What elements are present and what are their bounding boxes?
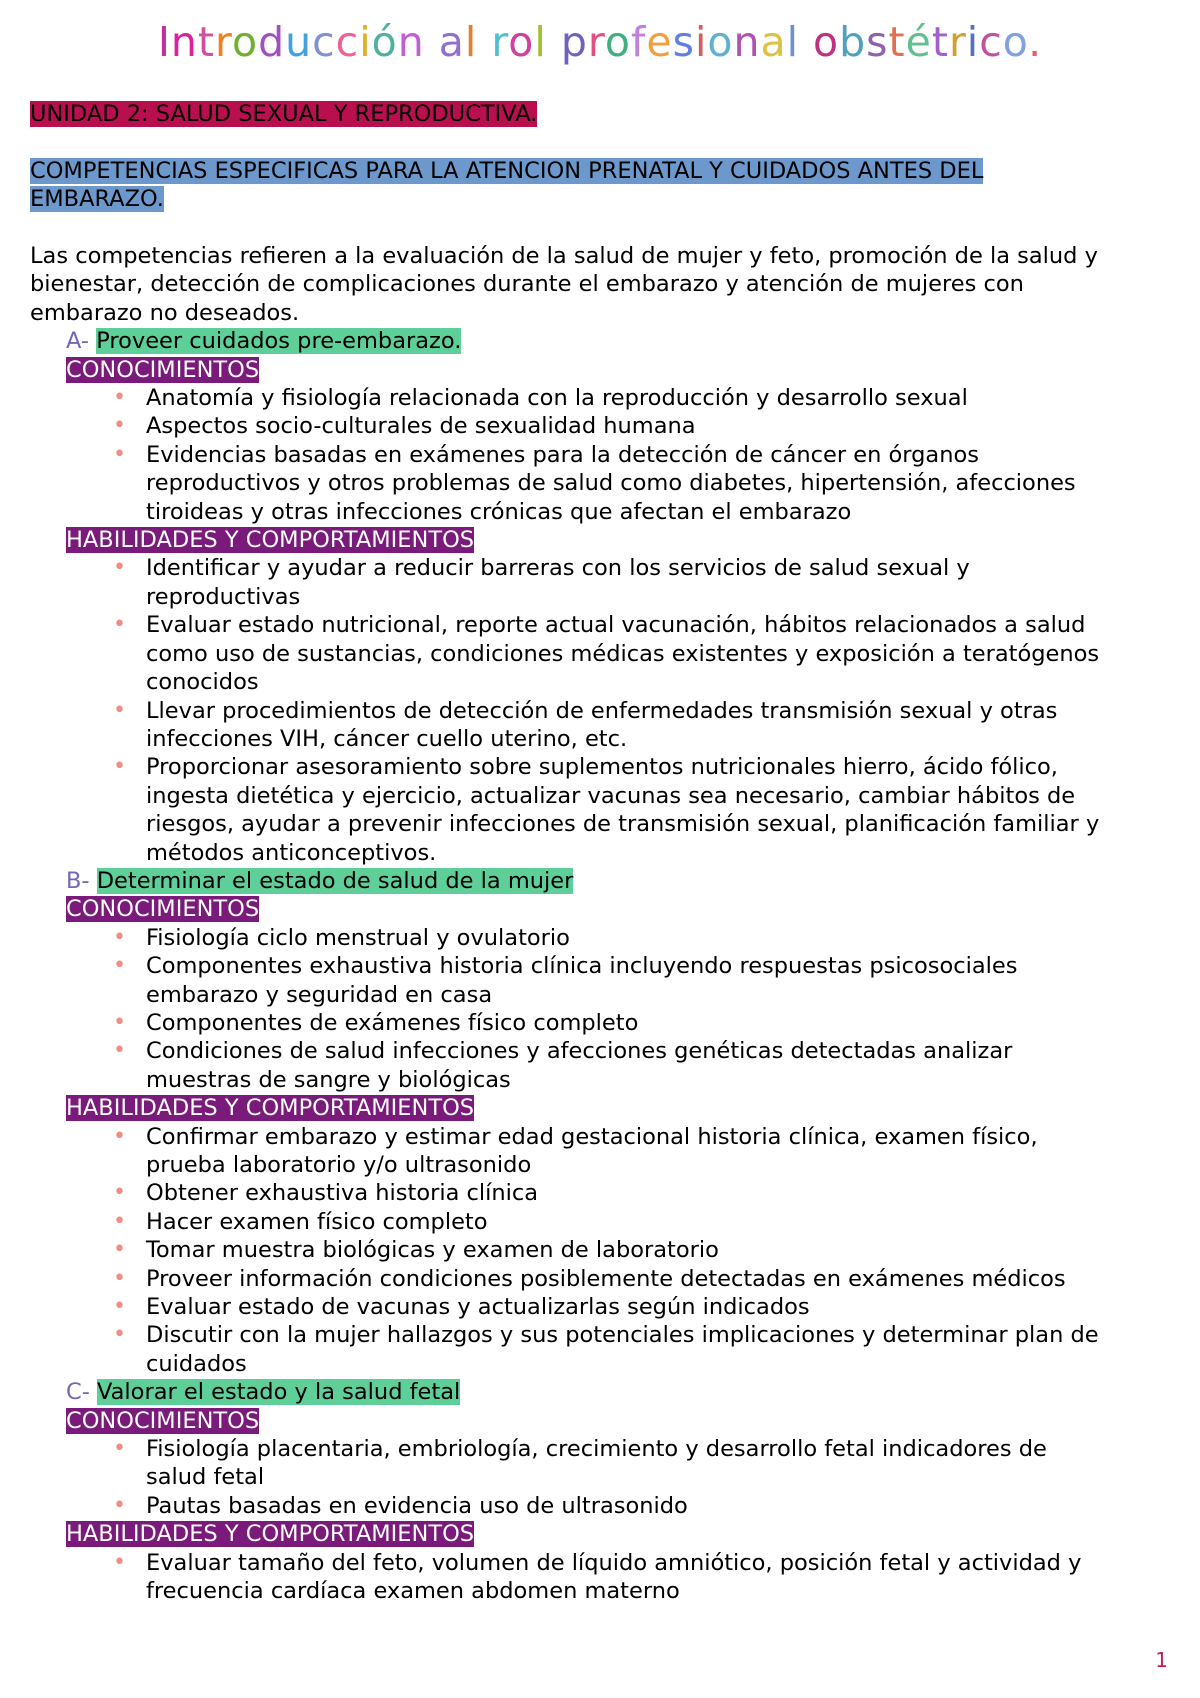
- section-heading: [30, 867, 1180, 895]
- list-item: [146, 1492, 1180, 1520]
- list-item: [146, 753, 1180, 867]
- list-item: [146, 441, 1180, 526]
- list-item-line: • Obtener exhaustiva historia clínica: [146, 1180, 539, 1207]
- knowledge-heading: [30, 1407, 1180, 1435]
- knowledge-label: CONOCIMIENTOS: [66, 896, 260, 923]
- list-item-line: • Evaluar tamaño del feto, volumen de líquido amniótico, posición fetal y actividad y: [146, 1549, 1082, 1576]
- skills-heading: [30, 1094, 1180, 1122]
- list-item-line: • Pautas basadas en evidencia uso de ultrasonido: [146, 1492, 688, 1519]
- section-title: Proveer cuidados pre-embarazo.: [96, 328, 462, 355]
- list-item-line: riesgos, ayudar a prevenir infecciones de transmisión sexual, planificación familiar y: [146, 811, 1100, 838]
- list-item-line: como uso de sustancias, condiciones médicas existentes y exposición a teratógenos: [146, 640, 1100, 667]
- knowledge-label: CONOCIMIENTOS: [66, 1407, 260, 1434]
- section-letter: B-: [66, 867, 90, 894]
- list-item-line: ingesta dietética y ejercicio, actualizar vacunas sea necesario, cambiar hábitos de: [146, 782, 1076, 809]
- list-item-line: • Evidencias basadas en exámenes para la detección de cáncer en órganos: [146, 441, 979, 468]
- list-item-line: • Componentes exhaustiva historia clínica incluyendo respuestas psicosociales: [146, 953, 1018, 980]
- list-item-line: cuidados: [146, 1350, 247, 1377]
- list-item-line: infecciones VIH, cáncer cuello uterino, etc.: [146, 725, 628, 752]
- document-content: [30, 100, 1180, 1606]
- list-item-line: • Confirmar embarazo y estimar edad gestacional historia clínica, examen físico,: [146, 1123, 1038, 1150]
- list-item: [146, 1009, 1180, 1037]
- skills-label: HABILIDADES Y COMPORTAMIENTOS: [66, 1095, 475, 1122]
- list-item: [146, 697, 1180, 754]
- section-title: Valorar el estado y la salud fetal: [97, 1379, 461, 1406]
- list-item: [146, 1123, 1180, 1180]
- list-item: [146, 384, 1180, 412]
- list-item: [146, 1549, 1180, 1606]
- sections-container: [30, 327, 1180, 1605]
- page-number: 1: [1155, 1648, 1168, 1672]
- list-item-line: prueba laboratorio y/o ultrasonido: [146, 1152, 532, 1178]
- section-heading: [30, 327, 1180, 355]
- intro-line-3: embarazo no deseados.: [30, 299, 300, 326]
- list-item: [146, 1435, 1180, 1492]
- intro-line-2: bienestar, detección de complicaciones durante el embarazo y atención de mujeres con: [30, 271, 1024, 298]
- list-item-line: • Evaluar estado nutricional, reporte actual vacunación, hábitos relacionados a salud: [146, 612, 1086, 639]
- list-item: [146, 554, 1180, 611]
- section-title: Determinar el estado de salud de la mujer: [96, 867, 574, 894]
- list-item-line: reproductivas: [146, 583, 301, 610]
- skills-list: [30, 1549, 1180, 1606]
- document-title: Introducción al rol profesional obstétrico.: [157, 18, 1043, 66]
- skills-heading: [30, 526, 1180, 554]
- knowledge-heading: [30, 895, 1180, 923]
- list-item: [146, 1293, 1180, 1321]
- intro-line-1: Las competencias refieren a la evaluación de la salud de mujer y feto, promoción de la salud y: [30, 243, 1098, 269]
- list-item: [146, 1037, 1180, 1094]
- section-letter: A-: [66, 328, 90, 355]
- list-item-line: métodos anticonceptivos.: [146, 839, 437, 866]
- knowledge-list: [30, 1435, 1180, 1520]
- list-item-line: embarazo y seguridad en casa: [146, 981, 493, 1008]
- list-item-line: • Discutir con la mujer hallazgos y sus potenciales implicaciones y determinar plan de: [146, 1322, 1099, 1349]
- list-item: [146, 952, 1180, 1009]
- list-item-line: • Proporcionar asesoramiento sobre suplementos nutricionales hierro, ácido fólico,: [146, 754, 1058, 781]
- list-item-line: • Anatomía y fisiología relacionada con la reproducción y desarrollo sexual: [146, 385, 968, 412]
- list-item-line: • Condiciones de salud infecciones y afecciones genéticas detectadas analizar: [146, 1038, 1013, 1065]
- competencias-title-line-2: EMBARAZO.: [30, 186, 164, 213]
- list-item: [146, 1265, 1180, 1293]
- unit-label: UNIDAD 2: SALUD SEXUAL Y REPRODUCTIVA.: [30, 101, 538, 127]
- list-item-line: • Proveer información condiciones posiblemente detectadas en exámenes médicos: [146, 1265, 1066, 1292]
- list-item: [146, 924, 1180, 952]
- skills-list: [30, 554, 1180, 866]
- list-item-line: • Fisiología ciclo menstrual y ovulatorio: [146, 924, 570, 951]
- list-item: [146, 1179, 1180, 1207]
- skills-label: HABILIDADES Y COMPORTAMIENTOS: [66, 1521, 475, 1548]
- list-item: [146, 412, 1180, 440]
- list-item: [146, 1208, 1180, 1236]
- list-item-line: salud fetal: [146, 1464, 265, 1491]
- skills-list: [30, 1123, 1180, 1379]
- competencias-title-line-1: COMPETENCIAS ESPECIFICAS PARA LA ATENCION PRENATAL Y CUIDADOS ANTES DEL: [30, 157, 984, 184]
- section-letter: C-: [66, 1379, 90, 1406]
- list-item-line: reproductivos y otros problemas de salud como diabetes, hipertensión, afecciones: [146, 470, 1076, 497]
- list-item-line: • Llevar procedimientos de detección de enfermedades transmisión sexual y otras: [146, 697, 1058, 724]
- knowledge-list: [30, 924, 1180, 1094]
- section-heading: [30, 1378, 1180, 1406]
- list-item-line: • Fisiología placentaria, embriología, crecimiento y desarrollo fetal indicadores de: [146, 1436, 1047, 1463]
- list-item-line: frecuencia cardíaca examen abdomen materno: [146, 1578, 680, 1605]
- skills-label: HABILIDADES Y COMPORTAMIENTOS: [66, 527, 475, 554]
- list-item-line: • Componentes de exámenes físico completo: [146, 1009, 639, 1036]
- list-item: [146, 1321, 1180, 1378]
- competencias-heading-cont: [30, 185, 1180, 213]
- list-item-line: • Aspectos socio-culturales de sexualidad humana: [146, 413, 696, 440]
- list-item-line: • Hacer examen físico completo: [146, 1208, 488, 1235]
- list-item-line: • Tomar muestra biológicas y examen de laboratorio: [146, 1237, 719, 1264]
- list-item-line: muestras de sangre y biológicas: [146, 1066, 511, 1093]
- knowledge-label: CONOCIMIENTOS: [66, 356, 260, 383]
- list-item-line: • Evaluar estado de vacunas y actualizarlas según indicados: [146, 1294, 810, 1321]
- knowledge-heading: [30, 356, 1180, 384]
- unit-heading: [30, 100, 1180, 128]
- list-item: [146, 1236, 1180, 1264]
- list-item-line: conocidos: [146, 669, 259, 696]
- list-item-line: tiroideas y otras infecciones crónicas que afectan el embarazo: [146, 498, 852, 525]
- knowledge-list: [30, 384, 1180, 526]
- list-item: [146, 611, 1180, 696]
- list-item-line: • Identificar y ayudar a reducir barreras con los servicios de salud sexual y: [146, 555, 970, 582]
- competencias-heading: [30, 157, 1180, 185]
- skills-heading: [30, 1520, 1180, 1548]
